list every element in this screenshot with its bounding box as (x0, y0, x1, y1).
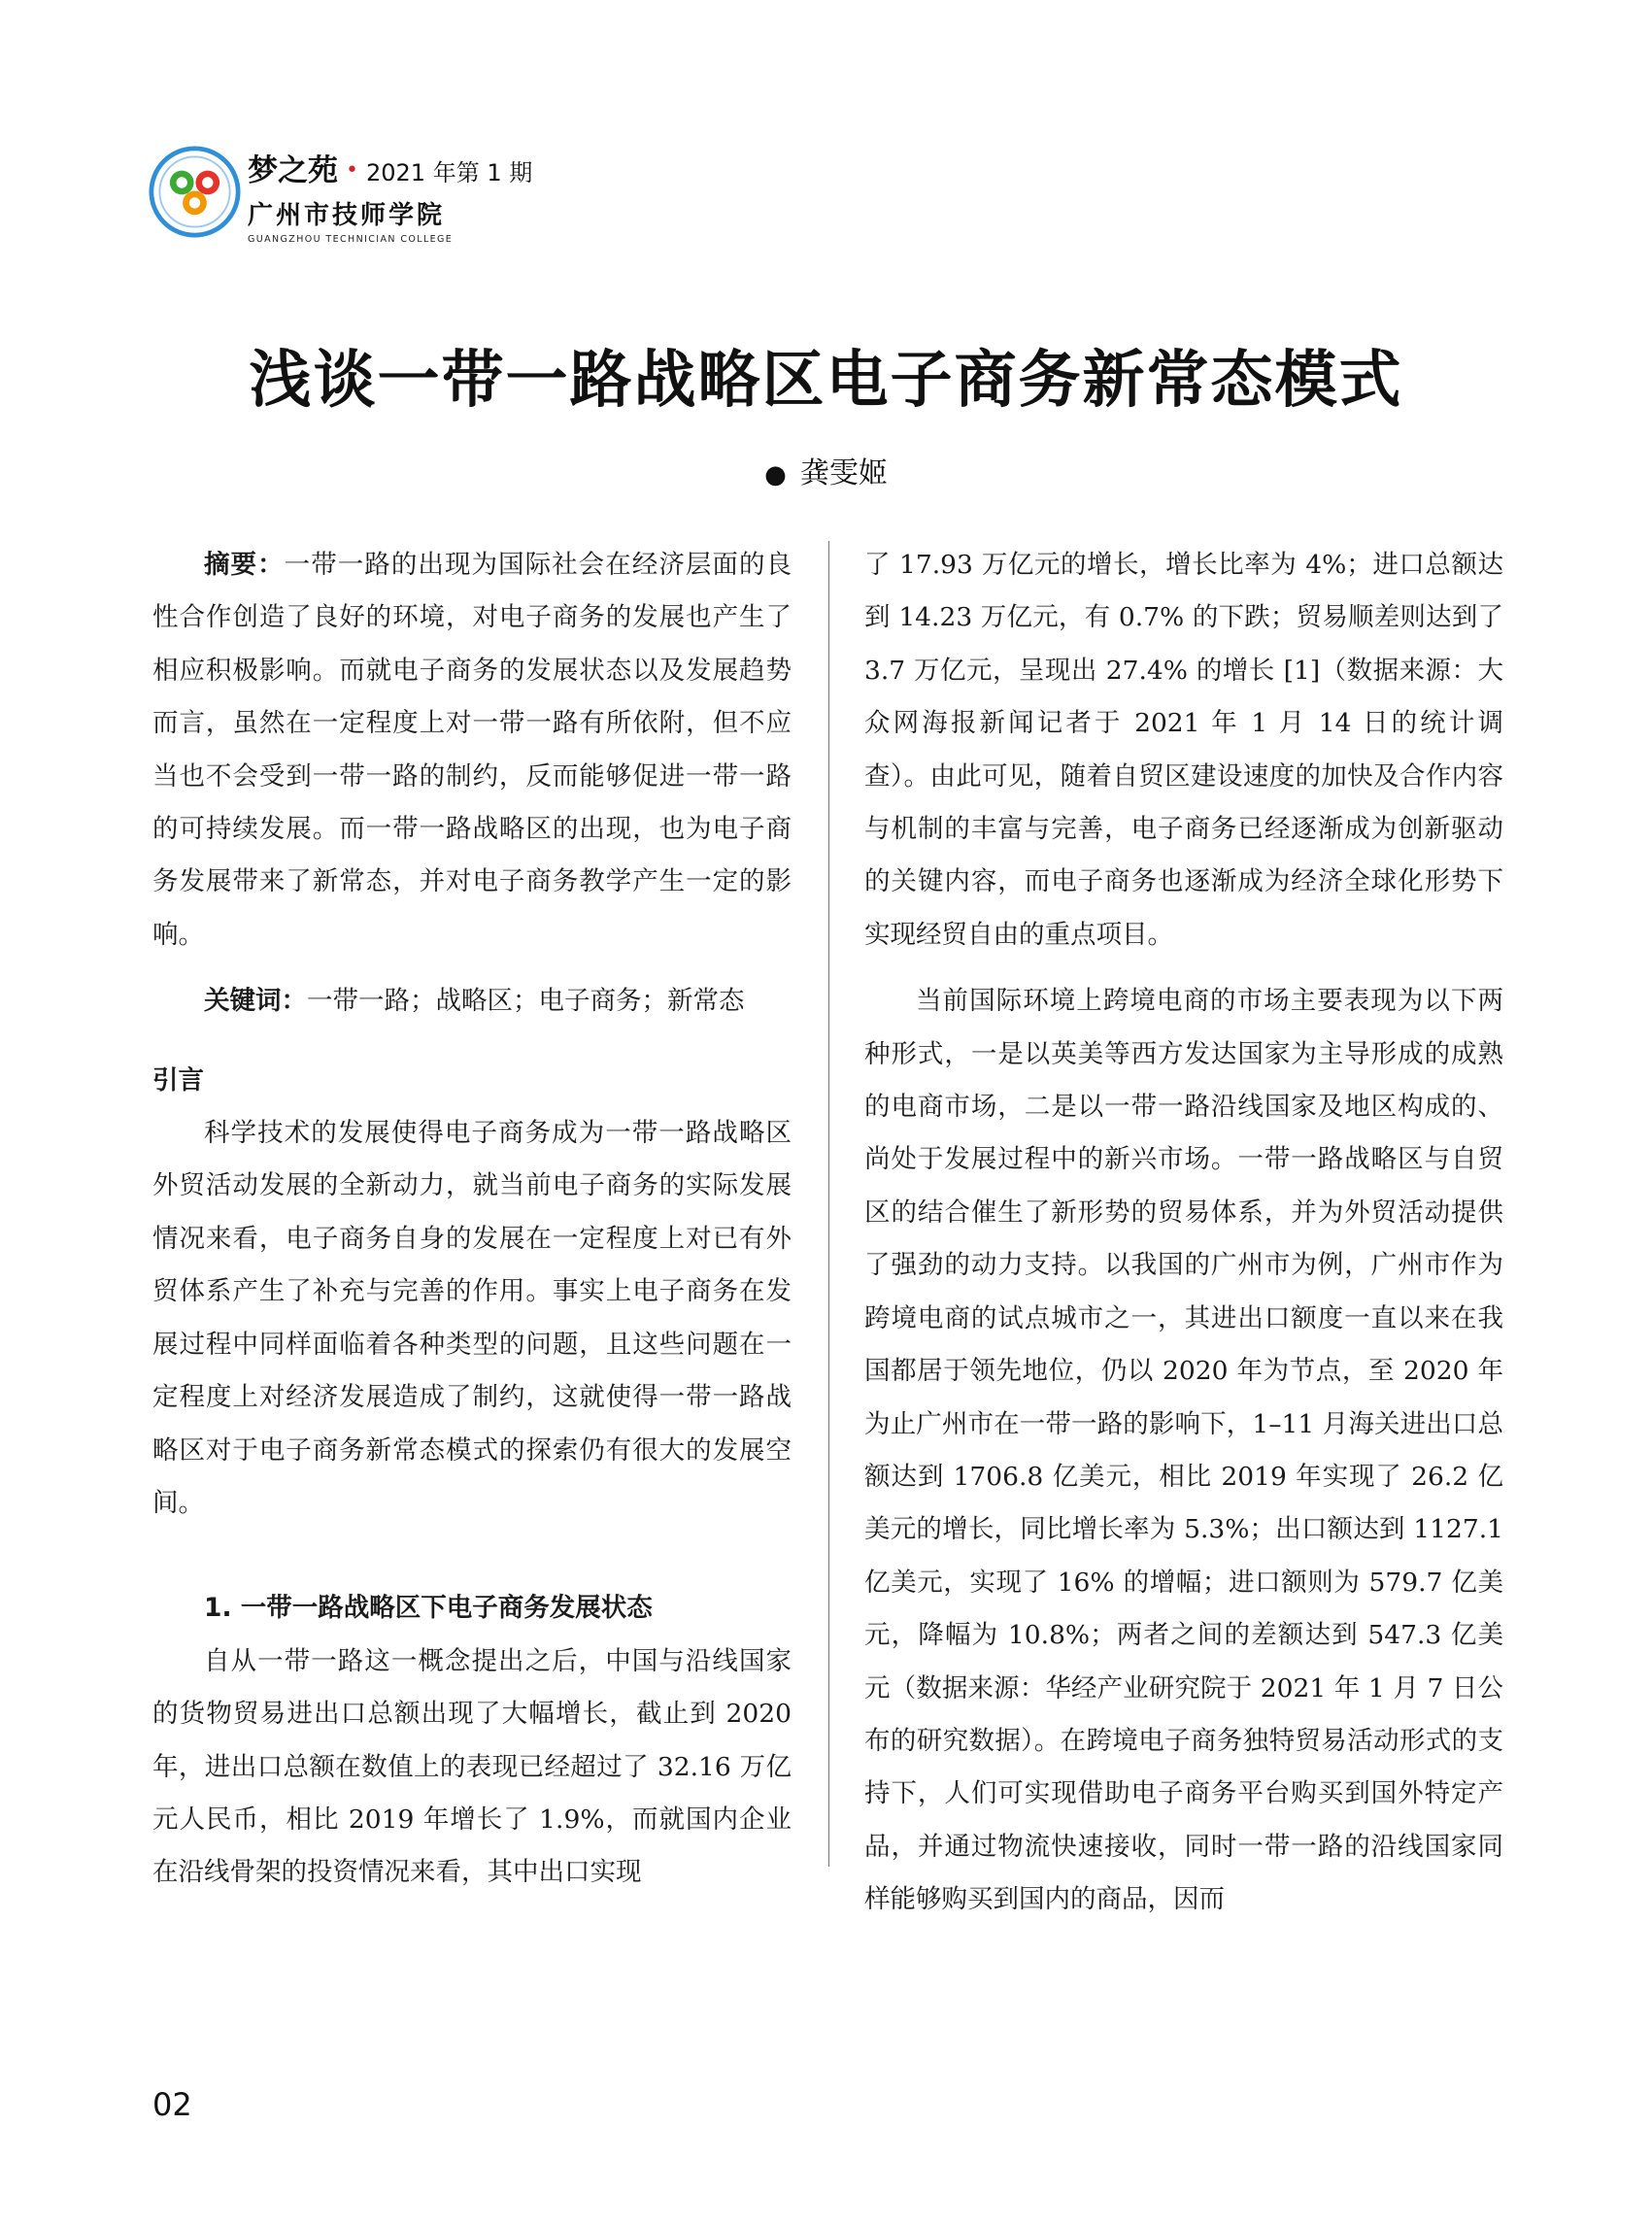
separator-dot: • (346, 158, 358, 183)
abstract-label: 摘要： (204, 550, 285, 580)
section1-heading: 1. 一带一路战略区下电子商务发展状态 (204, 1593, 653, 1624)
magazine-name: 梦之苑 (248, 153, 338, 188)
right-column (864, 539, 1503, 1927)
author-name: 龚雯姬 (799, 456, 888, 490)
keywords-label: 关键词： (204, 986, 307, 1017)
column-divider (828, 541, 829, 1867)
issue-label: 2021 年第 1 期 (365, 159, 533, 186)
article-title: 浅谈一带一路战略区电子商务新常态模式 (249, 345, 1403, 417)
college-emblem-icon (149, 146, 241, 238)
author-bullet: ● (764, 460, 787, 489)
author-line (0, 449, 1652, 491)
abstract-text: 一带一路的出现为国际社会在经济层面的良性合作创造了良好的环境，对电子商务的发展也产生了相应积极影响。而就电子商务的发展状态以及发展趋势而言，虽然在一定程度上对一带一路有所依附，但不应当也不会受到一带一路的制约，反而能够促进一带一路的可持续发展。而一带一路战略区的出现，也为电子商务发展带来了新常态，并对电子商务教学产生一定的影响。 (152, 550, 792, 950)
intro-paragraph: 科学技术的发展使得电子商务成为一带一路战略区外贸活动发展的全新动力，就当前电子商务的实际发展情况来看，电子商务自身的发展在一定程度上对已有外贸体系产生了补充与完善的作用。事实上电子商务在发展过程中同样面临着各种类型的问题，且这些问题在一定程度上对经济发展造成了制约，这就使得一带一路战略区对于电子商务新常态模式的探索仍有很大的发展空间。 (152, 1118, 792, 1518)
left-column (152, 539, 792, 1900)
intro-heading: 引言 (152, 1064, 204, 1096)
section1-paragraph: 自从一带一路这一概念提出之后，中国与沿线国家的货物贸易进出口总额出现了大幅增长，截止到 2020 年，进出口总额在数值上的表现已经超过了 32.16 万亿元人民币，相比 2019 年增长了 1.9%，而就国内企业在沿线骨架的投资情况来看，其中出口实现 (152, 1645, 792, 1888)
college-name-en: GUANGZHOU TECHNICIAN COLLEGE (248, 234, 454, 245)
right-paragraph-2: 当前国际环境上跨境电商的市场主要表现为以下两种形式，一是以英美等西方发达国家为主导形成的成熟的电商市场，二是以一带一路沿线国家及地区构成的、尚处于发展过程中的新兴市场。一带一路战略区与自贸区的结合催生了新形势的贸易体系，并为外贸活动提供了强劲的动力支持。以我国的广州市为例，广州市作为跨境电商的试点城市之一，其进出口额度一直以来在我国都居于领先地位，仍以 2020 年为节点，至 2020 年为止广州市在一带一路的影响下，1–11 月海关进出口总额达到 1706.8 亿美元，相比 2019 年实现了 26.2 亿美元的增长，同比增长率为 5.3%；出口额达到 1127.1 亿美元，实现了 16% 的增幅；进口额则为 579.7 亿美元，降幅为 10.8%；两者之间的差额达到 547.3 亿美元（数据来源：华经产业研究院于 2021 年 1 月 7 日公布的研究数据）。在跨境电子商务独特贸易活动形式的支持下，人们可实现借助电子商务平台购买到国外特定产品，并通过物流快速接收，同时一带一路的沿线国家同样能够购买到国内的商品，因而 (864, 986, 1503, 1915)
page-number: 02 (152, 2086, 192, 2123)
journal-header (248, 146, 532, 245)
abstract (152, 539, 792, 961)
keywords (152, 975, 792, 1028)
college-name-cn: 广州市技师学院 (248, 201, 446, 230)
right-paragraph-1: 了 17.93 万亿元的增长，增长比率为 4%；进口总额达到 14.23 万亿元，有 0.7% 的下跌；贸易顺差则达到了 3.7 万亿元，呈现出 27.4% 的增长 [1]（数据来源：大众网海报新闻记者于 2021 年 1 月 14 日的统计调查）。由此可见，随着自贸区建设速度的加快及合作内容与机制的丰富与完善，电子商务已经逐渐成为创新驱动的关键内容，而电子商务也逐渐成为经济全球化形势下实现经贸自由的重点项目。 (864, 550, 1503, 950)
keywords-text: 一带一路；战略区；电子商务；新常态 (307, 986, 745, 1017)
